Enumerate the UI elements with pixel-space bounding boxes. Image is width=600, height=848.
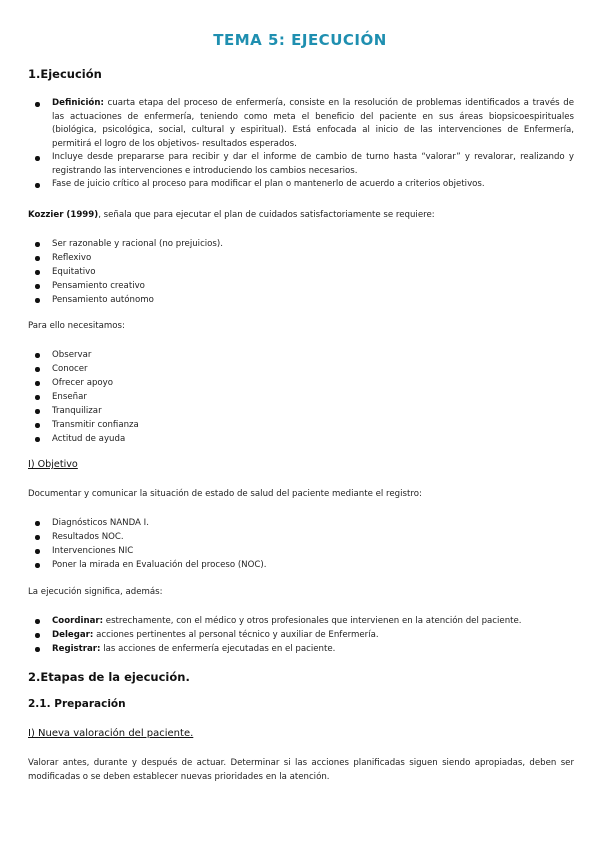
term-text: estrechamente, con el médico y otros profesionales que intervienen en la atención del paciente. — [103, 616, 522, 626]
needs-list — [28, 348, 574, 446]
list-item: Diagnósticos NANDA I. — [28, 516, 574, 530]
requirements-list — [28, 237, 574, 307]
list-item — [28, 628, 574, 642]
meaning-list — [28, 614, 574, 656]
needs-intro: Para ello necesitamos: — [28, 321, 125, 331]
page-title: TEMA 5: EJECUCIÓN — [213, 31, 387, 49]
list-item: Conocer — [28, 362, 574, 376]
subsection-heading: 2.1. Preparación — [28, 698, 126, 710]
list-item — [28, 151, 574, 178]
list-item: Observar — [28, 348, 574, 362]
meaning-intro: La ejecución significa, además: — [28, 587, 163, 597]
section-1-heading: 1.Ejecución — [28, 67, 102, 81]
registry-list — [28, 516, 574, 572]
list-item — [28, 614, 574, 628]
assessment-paragraph: Valorar antes, durante y después de actuar. Determinar si las acciones planificadas siguen siendo apropiadas, deben ser modificadas o se deben establecer nuevas prioridades en la atención. — [28, 758, 574, 782]
kozzier-paragraph — [28, 209, 574, 223]
list-item: Pensamiento autónomo — [28, 293, 574, 307]
list-item: Enseñar — [28, 390, 574, 404]
list-item: Tranquilizar — [28, 404, 574, 418]
list-item — [28, 642, 574, 656]
term-text: las acciones de enfermería ejecutadas en el paciente. — [100, 644, 336, 654]
term-text: Incluye desde prepararse para recibir y dar el informe de cambio de turno hasta “valorar” y revalorar, realizando y registrando las intervenciones e introduciendo los cambios necesarios. — [52, 152, 574, 176]
objective-heading: I) Objetivo — [28, 459, 78, 470]
definition-list — [28, 97, 574, 192]
term-label: Registrar: — [52, 644, 101, 654]
list-item: Poner la mirada en Evaluación del proceso (NOC). — [28, 558, 574, 572]
term-text: cuarta etapa del proceso de enfermería, consiste en la resolución de problemas identificados a través de las actuaciones de enfermería, teniendo como meta el beneficio del paciente en sus áreas biopsicoespirituales (biológica, psicológica, social, cultural y espiritual). Está enfocada al inicio de las intervenciones de Enfermería, permitirá el logro de los objetivos- resultados esperados. — [52, 98, 574, 149]
list-item — [28, 97, 574, 151]
term-label: Definición: — [52, 98, 104, 108]
assessment-heading: I) Nueva valoración del paciente. — [28, 728, 194, 739]
list-item: Resultados NOC. — [28, 530, 574, 544]
kozzier-text: , señala que para ejecutar el plan de cuidados satisfactoriamente se requiere: — [98, 210, 435, 220]
objective-text: Documentar y comunicar la situación de estado de salud del paciente mediante el registro: — [28, 489, 422, 499]
term-label: Coordinar: — [52, 616, 104, 626]
list-item: Equitativo — [28, 265, 574, 279]
term-text: acciones pertinentes al personal técnico y auxiliar de Enfermería. — [93, 630, 379, 640]
section-2-heading: 2.Etapas de la ejecución. — [28, 670, 190, 684]
list-item: Ofrecer apoyo — [28, 376, 574, 390]
list-item: Actitud de ayuda — [28, 432, 574, 446]
list-item: Ser razonable y racional (no prejuicios). — [28, 237, 574, 251]
list-item: Intervenciones NIC — [28, 544, 574, 558]
kozzier-citation: Kozzier (1999) — [28, 210, 99, 220]
list-item: Pensamiento creativo — [28, 279, 574, 293]
list-item: Reflexivo — [28, 251, 574, 265]
term-label: Delegar: — [52, 630, 94, 640]
list-item: Transmitir confianza — [28, 418, 574, 432]
list-item — [28, 178, 574, 192]
term-text: Fase de juicio crítico al proceso para modificar el plan o mantenerlo de acuerdo a criterios objetivos. — [52, 179, 485, 189]
